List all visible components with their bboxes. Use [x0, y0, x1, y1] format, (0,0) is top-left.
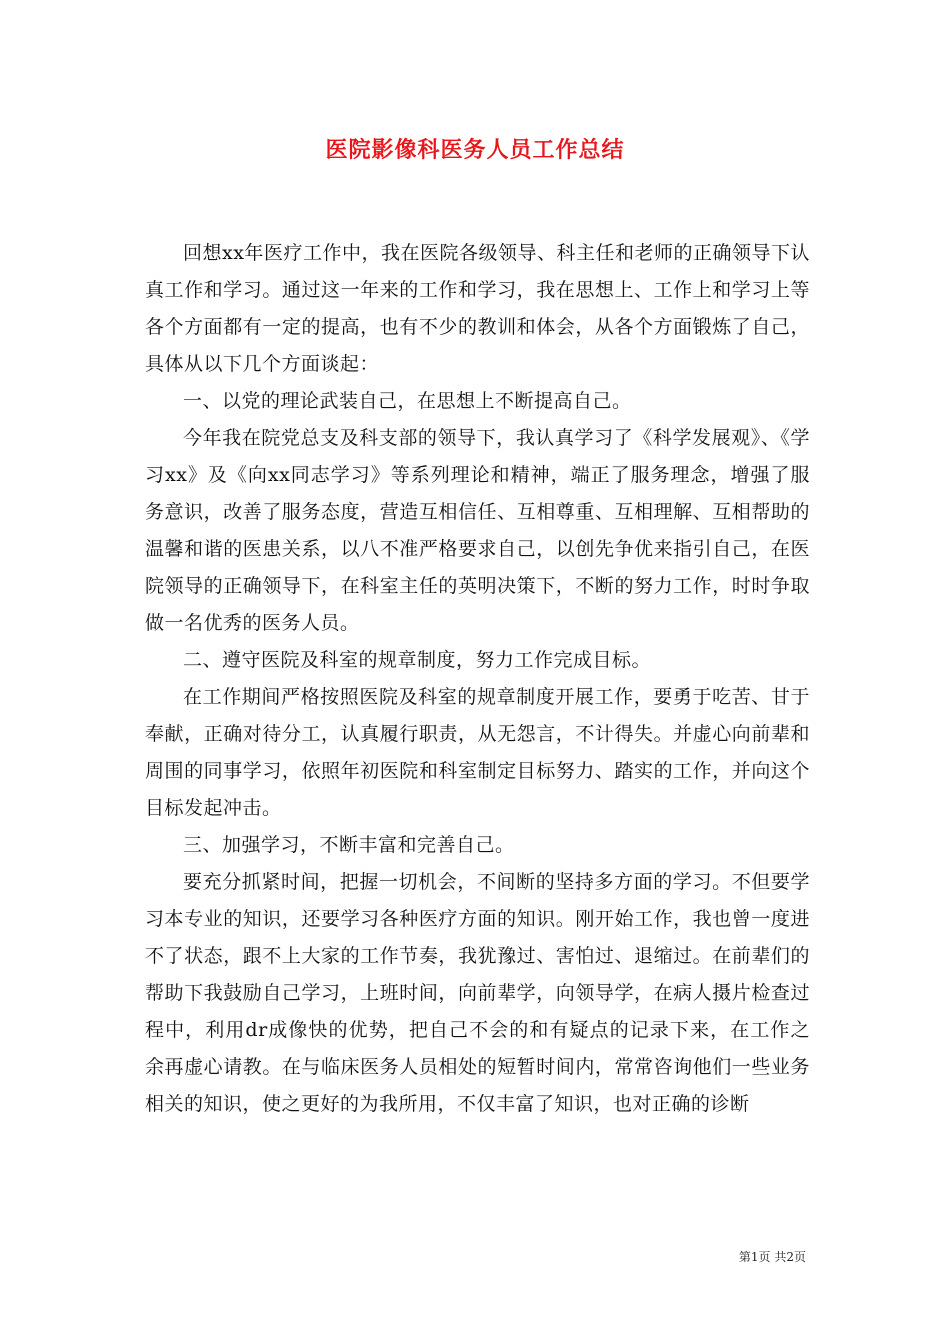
- document-body: [145, 235, 810, 1123]
- paragraph: 要充分抓紧时间，把握一切机会，不间断的坚持多方面的学习。不但要学习本专业的知识，还要学习各种医疗方面的知识。刚开始工作，我也曾一度进不了状态，跟不上大家的工作节奏，我犹豫过、害怕过、退缩过。在前辈们的帮助下我鼓励自己学习，上班时间，向前辈学，向领导学，在病人摄片检查过程中，利用dr成像快的优势，把自己不会的和有疑点的记录下来，在工作之余再虚心请教。在与临床医务人员相处的短暂时间内，常常咨询他们一些业务相关的知识，使之更好的为我所用，不仅丰富了知识，也对正确的诊断: [145, 871, 810, 1115]
- paragraph: 在工作期间严格按照医院及科室的规章制度开展工作，要勇于吃苦、甘于奉献，正确对待分工，认真履行职责，从无怨言，不计得失。并虚心向前辈和周围的同事学习，依照年初医院和科室制定目标努力、踏实的工作，并向这个目标发起冲击。: [145, 686, 810, 819]
- section-heading: 二、遵守医院及科室的规章制度，努力工作完成目标。: [183, 649, 652, 671]
- section-heading: 三、加强学习，不断丰富和完善自己。: [183, 834, 515, 856]
- section-heading: 一、以党的理论武装自己，在思想上不断提高自己。: [183, 390, 632, 412]
- page-number-footer: 第1页 共2页: [738, 1250, 806, 1264]
- paragraph: 回想xx年医疗工作中，我在医院各级领导、科主任和老师的正确领导下认真工作和学习。通过这一年来的工作和学习，我在思想上、工作上和学习上等各个方面都有一定的提高，也有不少的教训和体会，从各个方面锻炼了自己，具体从以下几个方面谈起：: [145, 242, 810, 375]
- paragraph: 今年我在院党总支及科支部的领导下，我认真学习了《科学发展观》、《学习xx》及《向xx同志学习》等系列理论和精神，端正了服务理念，增强了服务意识，改善了服务态度，营造互相信任、互相尊重、互相理解、互相帮助的温馨和谐的医患关系，以八不准严格要求自己，以创先争优来指引自己，在医院领导的正确领导下，在科室主任的英明决策下，不断的努力工作，时时争取做一名优秀的医务人员。: [145, 427, 810, 634]
- document-title: 医院影像科医务人员工作总结: [325, 137, 625, 163]
